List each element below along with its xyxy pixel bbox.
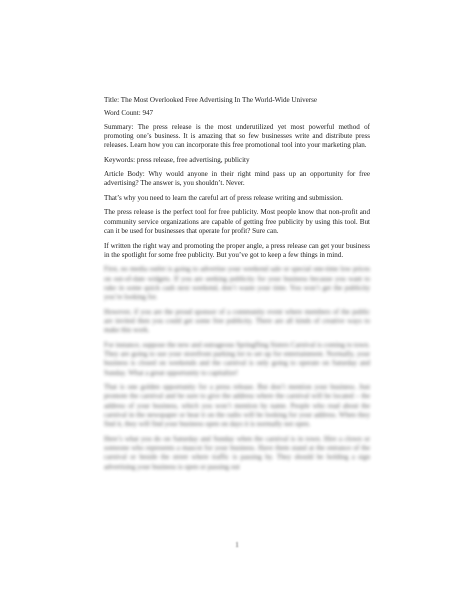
blurred-paragraph: Here’s what you do on Saturday and Sunday when the carnival is in town. Hire a clown or someone who represents a mascot for your business. Have them stand at the entrance of the carnival or beside the street where traffic is passing by. They should be holding a sign advertising your business is open or passing out	[104, 434, 370, 471]
keywords-line: Keywords: press release, free advertising, publicity	[104, 155, 250, 164]
blurred-paragraph: However, if you are the proud sponsor of a community event where members of the public are invited then you could get some free publicity. There are all kinds of creative ways to make this work.	[104, 307, 370, 335]
body-paragraph: The press release is the perfect tool for free publicity. Most people know that non-profit and community service organizations are capable of getting free publicity by using this tool. But can it be used for businesses that operate for profit? Sure can.	[104, 208, 370, 236]
article-body-paragraph: Article Body: Why would anyone in their right mind pass up an opportunity for free advertising? The answer is, you shouldn’t. Never.	[104, 170, 370, 188]
title-line: Title: The Most Overlooked Free Advertising In The World-Wide Universe	[104, 96, 318, 104]
blurred-preview-section	[104, 265, 370, 472]
word-count-line: Word Count: 947	[104, 109, 154, 118]
body-paragraph: If written the right way and promoting the proper angle, a press release can get your business in the spotlight for some free publicity. But you’ve got to keep a few things in mind.	[104, 241, 370, 259]
blurred-paragraph: That is one golden opportunity for a press release. But don’t mention your business. Just promote the carnival and be sure to give the address where the carnival will be located – the address of your business, which you won’t mention by name. People who read about the carnival in the newspaper or hear it on the radio will be looking for your address. When they find it, they will find your business open on days it is normally not open.	[104, 383, 370, 429]
body-paragraph: That’s why you need to learn the careful art of press release writing and submission.	[104, 193, 343, 202]
page-number: 1	[235, 541, 239, 549]
blurred-paragraph: For instance, suppose the new and outrageous Springfling Sisters Carnival is coming to town. They are going to use your storefront parking lot to set up for entertainment. Normally, your business is closed on weekends and the carnival is only going to operate on Saturday and Sunday. What a great opportunity to capitalize!	[104, 340, 370, 377]
summary-paragraph: Summary: The press release is the most underutilized yet most powerful method of promoting one’s business. It is amazing that so few businesses write and distribute press releases. Learn how you can incorporate this free promotional tool into your marketing plan.	[104, 122, 370, 150]
blurred-paragraph: First, no media outlet is going to advertise your weekend sale or special one-time low prices on out-of-date widgets. If you are seeking publicity for your business because you want to rake in some quick cash next weekend, don’t waste your time. You won’t get the publicity you’re looking for.	[104, 265, 370, 302]
document-body	[104, 96, 370, 477]
